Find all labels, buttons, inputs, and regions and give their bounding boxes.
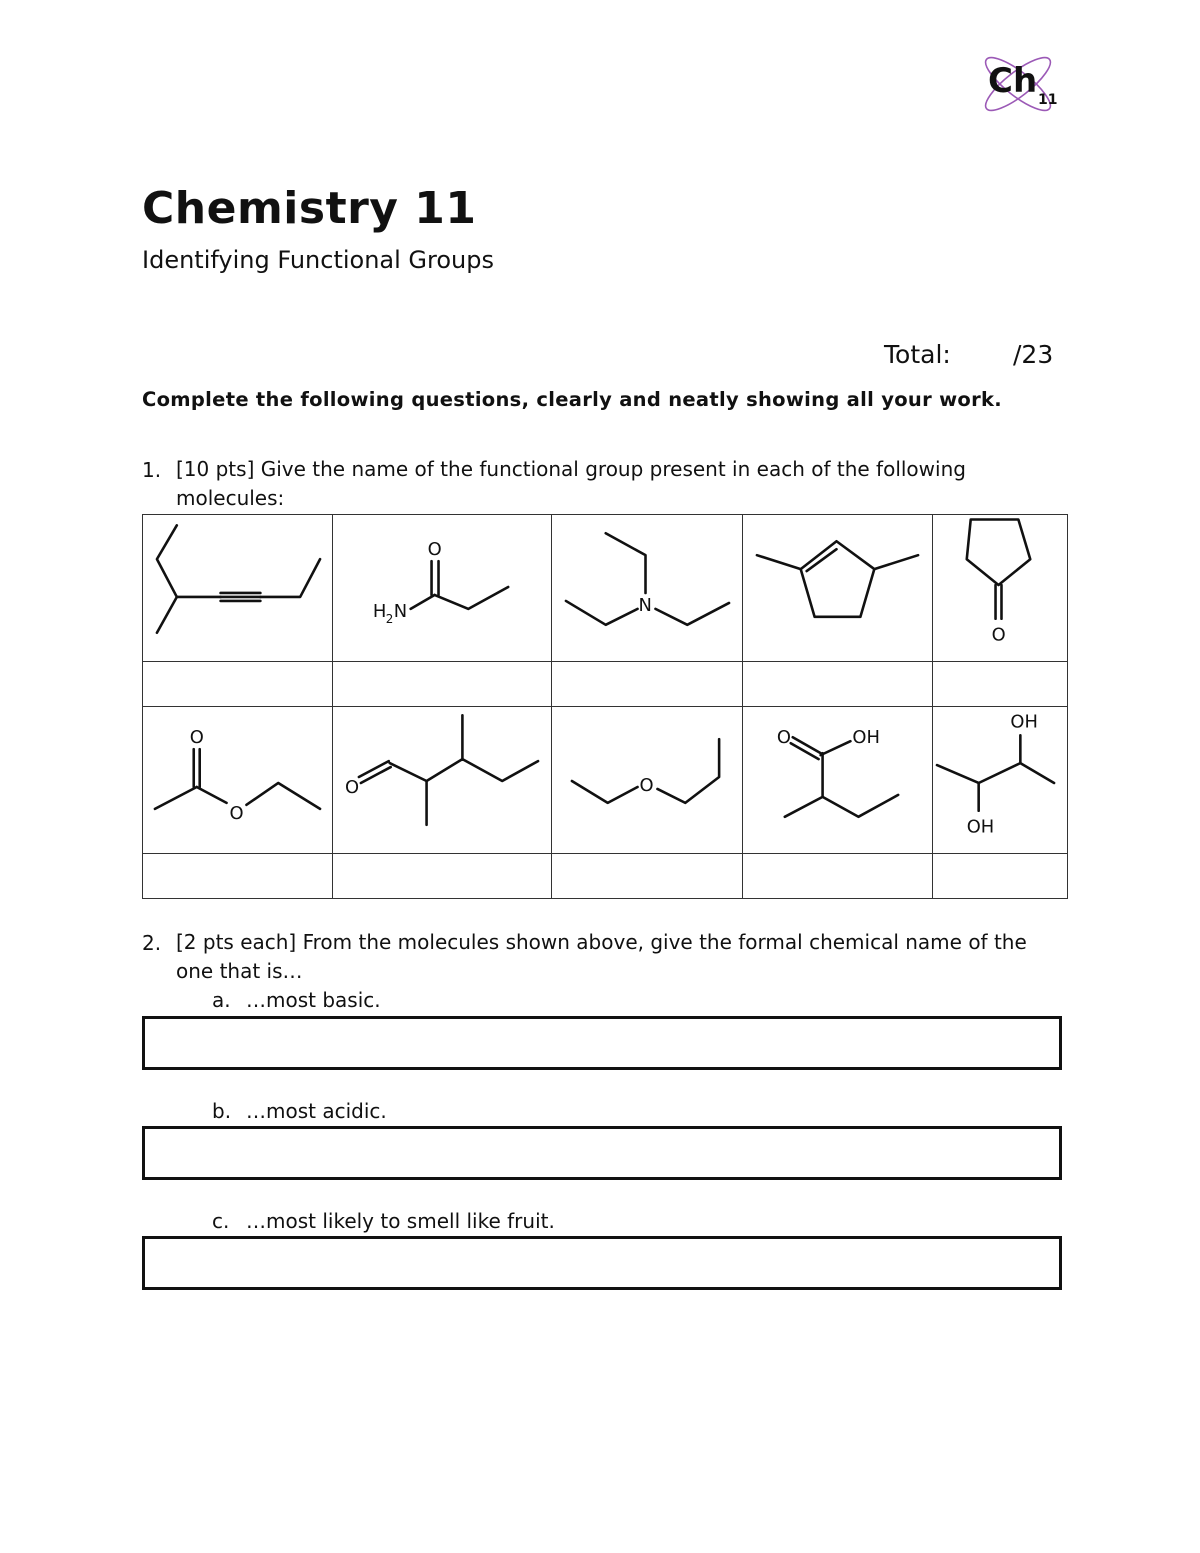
structure-row: [143, 707, 1068, 854]
amine-structure: [552, 515, 742, 661]
molecule-cell: [333, 707, 552, 854]
answer-cell[interactable]: [333, 854, 552, 899]
answer-cell[interactable]: [552, 662, 743, 707]
part-a-letter: a.: [212, 988, 231, 1012]
atom-label-o: O: [344, 776, 360, 798]
question-2-text: [2 pts each] From the molecules shown above, give the formal chemical name of the one that is…: [176, 930, 1027, 983]
molecule-cell: [143, 515, 333, 662]
molecule-cell: [333, 515, 552, 662]
atom-label-n: N: [393, 600, 408, 622]
atom-label-o: O: [189, 727, 204, 749]
logo-orbit-graphic: [972, 48, 1068, 124]
ester-structure: [143, 707, 332, 853]
structure-row: [143, 515, 1068, 662]
page-title: Chemistry 11: [142, 183, 477, 234]
part-b-letter: b.: [212, 1099, 232, 1123]
part-a-text: …most basic.: [246, 988, 381, 1012]
molecule-cell: [743, 515, 933, 662]
molecule-cell: [933, 515, 1068, 662]
answer-cell[interactable]: [743, 662, 933, 707]
total-label: Total:: [884, 340, 951, 369]
atom-label-oh: OH: [852, 727, 880, 749]
ketone-structure: [933, 515, 1067, 661]
molecule-table: [142, 514, 1068, 899]
logo-sub-text: 11: [1038, 92, 1058, 108]
answer-cell[interactable]: [552, 854, 743, 899]
alcohol-structure: [933, 707, 1067, 853]
answer-cell[interactable]: [333, 662, 552, 707]
answer-cell[interactable]: [143, 854, 333, 899]
amide-structure: [333, 515, 551, 661]
question-2-number: 2.: [142, 931, 162, 955]
alkene-structure: [743, 515, 932, 661]
atom-label-h: H: [372, 600, 387, 622]
part-c-letter: c.: [212, 1209, 230, 1233]
part-b-answer-box[interactable]: [142, 1126, 1062, 1180]
question-1-text: [10 pts] Give the name of the functional group present in each of the following molecules:: [176, 457, 966, 510]
molecule-cell: [743, 707, 933, 854]
answer-row: [143, 662, 1068, 707]
atom-label-o: O: [427, 539, 442, 561]
answer-cell[interactable]: [143, 662, 333, 707]
aldehyde-structure: [333, 707, 551, 853]
answer-cell[interactable]: [743, 854, 933, 899]
part-b-text: …most acidic.: [246, 1099, 387, 1123]
atom-label-n: N: [638, 594, 652, 616]
question-1-number: 1.: [142, 458, 162, 482]
atom-label-subscript: 2: [385, 611, 394, 626]
logo-main-text: Ch: [988, 61, 1038, 101]
atom-label-o: O: [776, 727, 791, 749]
answer-cell[interactable]: [933, 662, 1068, 707]
part-a-answer-box[interactable]: [142, 1016, 1062, 1070]
part-c-text: …most likely to smell like fruit.: [246, 1209, 555, 1233]
molecule-cell: [552, 707, 743, 854]
part-c-answer-box[interactable]: [142, 1236, 1062, 1290]
atom-label-o: O: [991, 624, 1006, 646]
page-subtitle: Identifying Functional Groups: [142, 246, 494, 274]
atom-label-o: O: [229, 802, 244, 824]
atom-label-o: O: [639, 774, 654, 796]
instructions: Complete the following questions, clearly and neatly showing all your work.: [142, 388, 1002, 411]
answer-row: [143, 854, 1068, 899]
total-value: /23: [1013, 340, 1054, 369]
atom-label-oh: OH: [1010, 711, 1038, 733]
molecule-cell: [143, 707, 333, 854]
atom-label-oh: OH: [966, 816, 995, 838]
ether-structure: [552, 707, 742, 853]
alkyne-structure: [143, 515, 332, 661]
carboxylic-acid-structure: [743, 707, 932, 853]
molecule-cell: [552, 515, 743, 662]
course-logo: [972, 48, 1068, 124]
answer-cell[interactable]: [933, 854, 1068, 899]
molecule-cell: [933, 707, 1068, 854]
